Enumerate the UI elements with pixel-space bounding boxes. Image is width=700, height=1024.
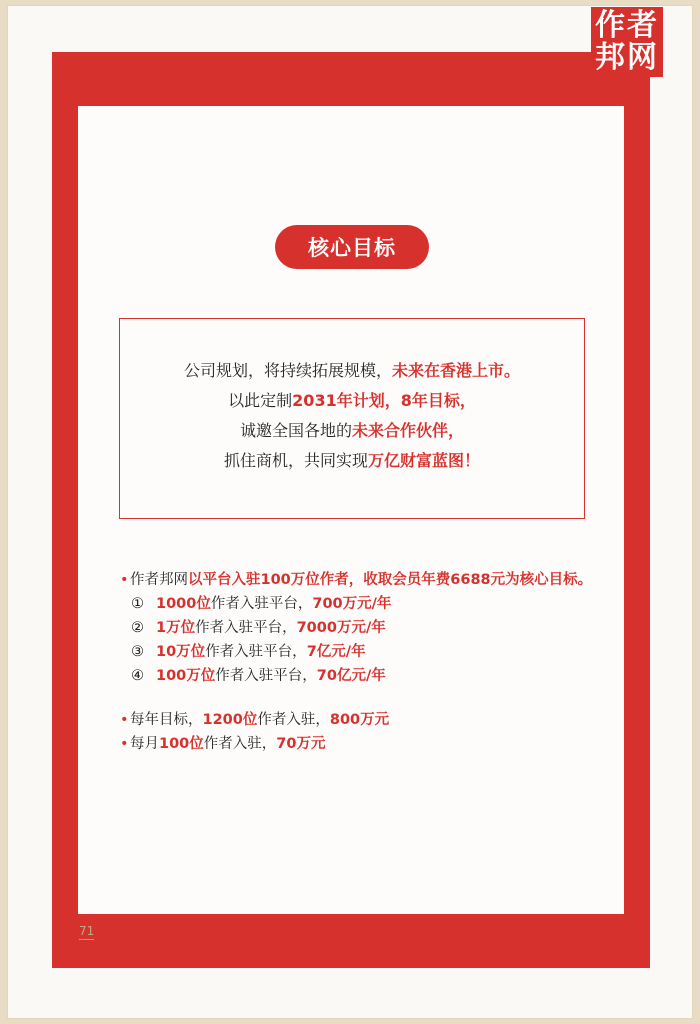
intro-highlight: 2031年计划，8年目标，: [292, 391, 476, 410]
bullet-dot: •: [120, 712, 129, 728]
intro-text: 抓住商机，共同实现: [223, 451, 368, 470]
yearly-count: 1200位: [202, 712, 258, 728]
tier-amount: 700万元/年: [312, 596, 392, 612]
monthly-prefix: 每月: [130, 736, 159, 752]
monthly-goal-text: [130, 732, 600, 756]
monthly-amount: 70万元: [276, 736, 326, 752]
logo-line-1: 作者: [595, 8, 659, 43]
intro-text: 诚邀全国各地的: [239, 421, 352, 440]
intro-highlight: 万亿财富蓝图！: [368, 451, 481, 470]
main-goal-highlight: 以平台入驻100万位作者，收取会员年费6688元为核心目标。: [188, 572, 593, 588]
monthly-count: 100位: [159, 736, 204, 752]
yearly-mid: 作者入驻，: [257, 712, 330, 728]
intro-text: 以此定制: [228, 391, 293, 410]
tier-amount: 7000万元/年: [296, 620, 386, 636]
bullet-dot: •: [120, 736, 129, 752]
intro-line: [120, 386, 584, 416]
section-title: 核心目标: [275, 225, 429, 269]
tier-amount: 70亿元/年: [316, 668, 386, 684]
goal-tier: [120, 616, 600, 640]
brand-logo: [591, 7, 663, 77]
intro-box: [119, 318, 585, 519]
main-goal-prefix: 作者邦网: [130, 572, 188, 588]
intro-text: 公司规划，将持续拓展规模，: [183, 361, 392, 380]
tier-number: ③: [131, 644, 144, 660]
tier-count: 1万位: [156, 620, 196, 636]
intro-line: [120, 416, 584, 446]
logo-line-2: 邦网: [595, 40, 659, 75]
tier-amount: 7亿元/年: [306, 644, 366, 660]
goal-tier: [120, 664, 600, 688]
yearly-goal-text: [130, 708, 600, 732]
tier-number: ④: [131, 668, 144, 684]
goal-tier: [120, 592, 600, 616]
intro-highlight: 未来合作伙伴，: [352, 421, 465, 440]
tier-text: 作者入驻平台，: [215, 668, 317, 684]
tier-text: 作者入驻平台，: [195, 620, 297, 636]
main-goal-text: [130, 568, 600, 592]
intro-line: [120, 356, 584, 386]
intro-line: [120, 446, 584, 476]
tier-count: 1000位: [156, 596, 211, 612]
yearly-prefix: 每年目标，: [130, 712, 203, 728]
goal-tier: [120, 640, 600, 664]
tier-count: 100万位: [156, 668, 216, 684]
monthly-goal: [120, 732, 600, 756]
tier-text: 作者入驻平台，: [210, 596, 313, 612]
intro-highlight: 未来在香港上市。: [392, 361, 521, 380]
yearly-amount: 800万元: [329, 712, 390, 728]
page-number: 71: [79, 924, 95, 938]
tier-number: ①: [131, 596, 144, 612]
bullet-dot: •: [120, 572, 129, 588]
monthly-mid: 作者入驻，: [203, 736, 277, 752]
tier-text: 作者入驻平台，: [205, 644, 307, 660]
yearly-goal: [120, 708, 600, 732]
goals-list: [120, 568, 600, 756]
tier-count: 10万位: [156, 644, 206, 660]
main-goal: [120, 568, 600, 592]
tier-number: ②: [131, 620, 144, 636]
